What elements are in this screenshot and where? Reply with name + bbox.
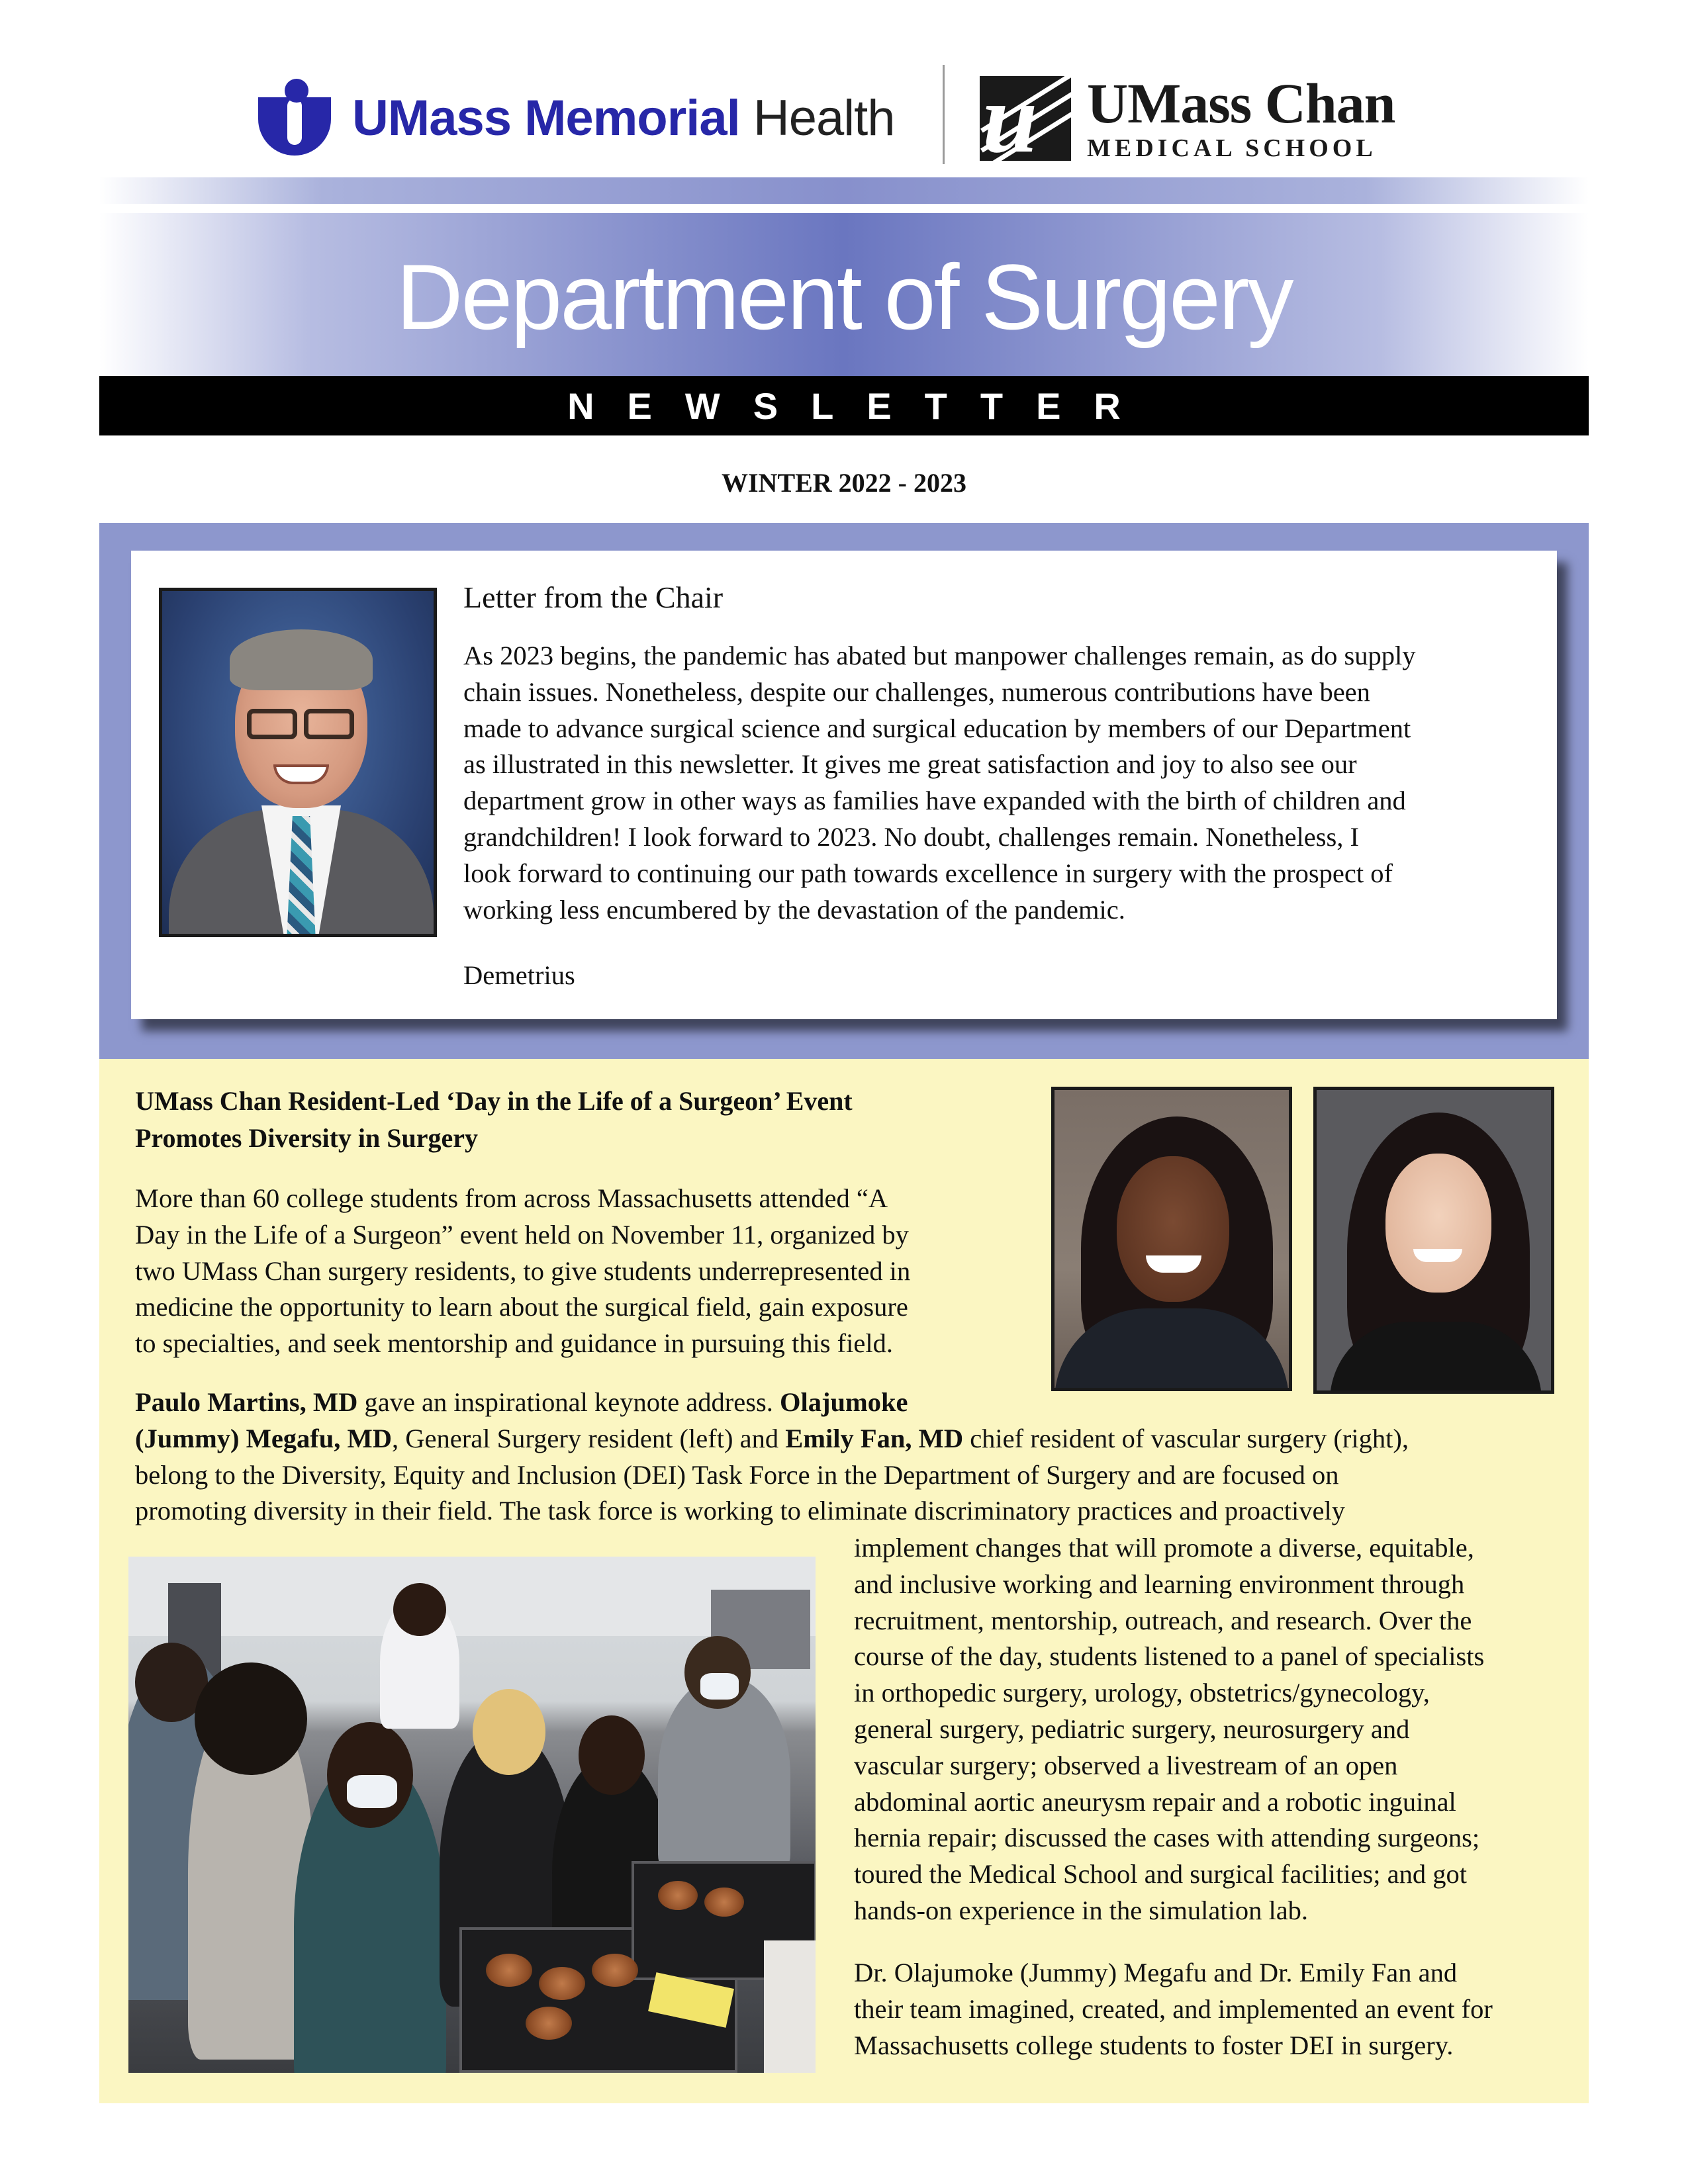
feature-paragraph-2 bbox=[135, 1385, 1409, 1529]
umass-memorial-logo bbox=[254, 71, 895, 164]
issue-date: WINTER 2022 - 2023 bbox=[721, 468, 967, 498]
paragraph-line: toured the Medical School and surgical facilities; and got bbox=[854, 1859, 1468, 1889]
chair-letter-line: look forward to continuing our path towards excellence in surgery with the prospect of bbox=[463, 858, 1393, 888]
chair-letter-line: grandchildren! I look forward to 2023. No doubt, challenges remain. Nonetheless, I bbox=[463, 821, 1359, 852]
paragraph-line: Massachusetts college students to foster DEI in surgery. bbox=[854, 2030, 1454, 2060]
paragraph-line: medicine the opportunity to learn about the surgical field, gain exposure bbox=[135, 1292, 908, 1322]
paragraph-line: Dr. Olajumoke (Jummy) Megafu and Dr. Emily Fan and bbox=[854, 1958, 1458, 1987]
paragraph-text: chief resident of vascular surgery (right), bbox=[963, 1423, 1409, 1453]
paragraph-line: belong to the Diversity, Equity and Inclusion (DEI) Task Force in the Department of Surgery and are focused on bbox=[135, 1459, 1339, 1490]
umm-name-bold: UMass Memorial bbox=[352, 89, 740, 146]
chan-title: UMass Chan bbox=[1087, 71, 1395, 135]
paragraph-line: to specialties, and seek mentorship and guidance in pursuing this field. bbox=[135, 1328, 893, 1359]
chan-subtitle: MEDICAL SCHOOL bbox=[1087, 134, 1377, 162]
paragraph-line: general surgery, pediatric surgery, neurosurgery and bbox=[854, 1713, 1410, 1744]
paragraph-line: abdominal aortic aneurysm repair and a robotic inguinal bbox=[854, 1786, 1456, 1817]
paragraph-line: More than 60 college students from across Massachusetts attended “A bbox=[135, 1183, 888, 1213]
paragraph-line: and inclusive working and learning environment through bbox=[854, 1569, 1465, 1599]
chair-letter-line: working less encumbered by the devastation of the pandemic. bbox=[463, 894, 1125, 925]
paragraph-line: in orthopedic surgery, urology, obstetrics/gynecology, bbox=[854, 1678, 1430, 1708]
umass-chan-logo bbox=[980, 69, 1395, 168]
keynote-speaker-name: Paulo Martins, MD bbox=[135, 1387, 358, 1417]
feature-title-line: UMass Chan Resident-Led ‘Day in the Life of a Surgeon’ Event bbox=[135, 1086, 853, 1116]
paragraph-line: recruitment, mentorship, outreach, and research. Over the bbox=[854, 1605, 1472, 1635]
umass-chan-mark-icon bbox=[980, 76, 1071, 161]
resident-portrait-left bbox=[1051, 1087, 1292, 1391]
umass-memorial-wordmark bbox=[352, 89, 895, 147]
simulation-lab-event-photo bbox=[128, 1557, 816, 2073]
resident-portrait-right bbox=[1313, 1087, 1554, 1394]
header-logos bbox=[0, 61, 1688, 167]
newsletter-bar bbox=[99, 376, 1589, 435]
paragraph-line: their team imagined, created, and implemented an event for bbox=[854, 1993, 1493, 2024]
newsletter-label: NEWSLETTER bbox=[567, 385, 1154, 427]
banner-title: Department of Surgery bbox=[396, 245, 1292, 349]
paragraph-text: , General Surgery resident (left) and bbox=[392, 1423, 786, 1453]
feature-title-line: Promotes Diversity in Surgery bbox=[135, 1123, 479, 1153]
paragraph-line: implement changes that will promote a diverse, equitable, bbox=[854, 1533, 1474, 1563]
umass-memorial-symbol-icon bbox=[254, 79, 335, 157]
chair-letter-body bbox=[463, 638, 1536, 928]
chair-letter-line: As 2023 begins, the pandemic has abated but manpower challenges remain, as do supply bbox=[463, 641, 1416, 670]
paragraph-line: course of the day, students listened to a panel of specialists bbox=[854, 1641, 1485, 1672]
banner-accent-band bbox=[99, 177, 1589, 204]
chair-letter-heading: Letter from the Chair bbox=[463, 580, 724, 614]
chan-mark-letter: u bbox=[982, 76, 1038, 161]
chair-letter-line: chain issues. Nonetheless, despite our challenges, numerous contributions have been bbox=[463, 676, 1370, 707]
chair-letter-line: as illustrated in this newsletter. It gives me great satisfaction and joy to also see our bbox=[463, 749, 1357, 780]
paragraph-line: promoting diversity in their field. The task force is working to eliminate discriminatory practices and proactively bbox=[135, 1496, 1345, 1526]
logo-divider bbox=[943, 65, 945, 164]
feature-title bbox=[135, 1083, 853, 1157]
chair-letter-line: made to advance surgical science and surgical education by members of our Department bbox=[463, 713, 1411, 743]
resident-name-right: Emily Fan, MD bbox=[785, 1423, 964, 1453]
feature-paragraph-4 bbox=[854, 1955, 1493, 2064]
chair-signature: Demetrius bbox=[463, 960, 575, 990]
resident-name-left: (Jummy) Megafu, MD bbox=[135, 1423, 393, 1453]
paragraph-line: vascular surgery; observed a livestream of an open bbox=[854, 1750, 1398, 1780]
paragraph-line: two UMass Chan surgery residents, to give students underrepresented in bbox=[135, 1255, 911, 1286]
paragraph-line: hands-on experience in the simulation lab. bbox=[854, 1895, 1309, 1925]
paragraph-line bbox=[135, 1385, 1409, 1421]
chair-letter-line: department grow in other ways as families have expanded with the birth of children and bbox=[463, 786, 1406, 816]
feature-paragraph-3 bbox=[854, 1530, 1484, 1929]
feature-paragraph-1 bbox=[135, 1181, 910, 1362]
paragraph-line: hernia repair; discussed the cases with attending surgeons; bbox=[854, 1823, 1480, 1853]
title-banner bbox=[99, 213, 1589, 376]
resident-first-name: Olajumoke bbox=[780, 1387, 908, 1417]
paragraph-line: Day in the Life of a Surgeon” event held on November 11, organized by bbox=[135, 1219, 909, 1250]
paragraph-line bbox=[135, 1421, 1409, 1457]
paragraph-text: gave an inspirational keynote address. bbox=[357, 1387, 780, 1417]
umm-name-regular: Health bbox=[739, 89, 895, 146]
chair-portrait-photo bbox=[159, 588, 437, 937]
